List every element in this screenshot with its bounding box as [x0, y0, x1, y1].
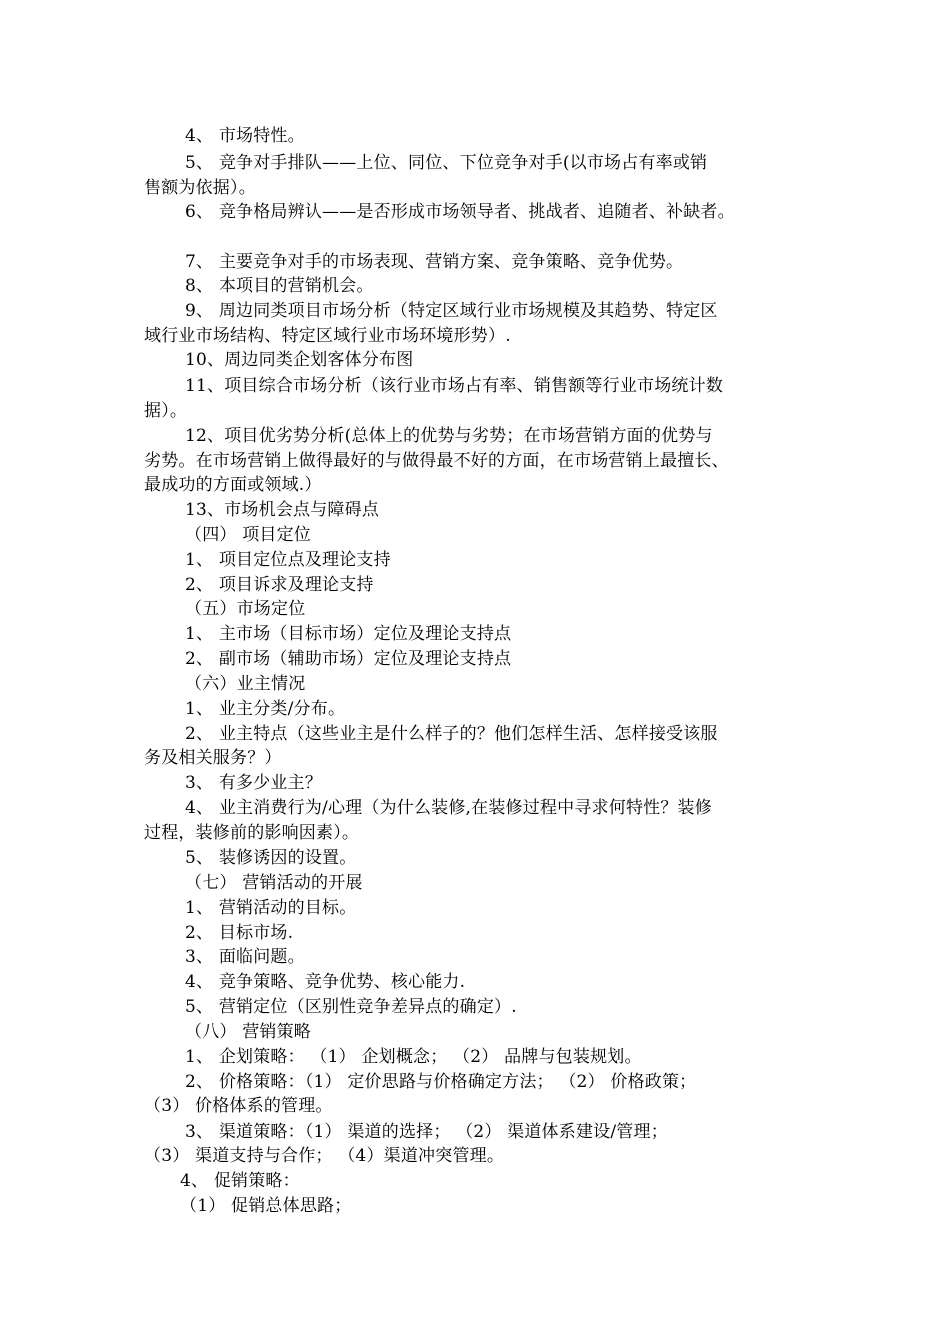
text-line: 1、 业主分类/分布。 — [185, 699, 346, 719]
text-line: 4、 竞争策略、竞争优势、核心能力. — [185, 972, 466, 992]
text-line: 13、市场机会点与障碍点 — [185, 500, 380, 520]
text-line: 过程，装修前的影响因素）。 — [144, 823, 360, 843]
section-heading: （四） 项目定位 — [185, 525, 312, 545]
text-line: 9、 周边同类项目市场分析（特定区域行业市场规模及其趋势、特定区 — [185, 301, 718, 321]
section-heading: （六）业主情况 — [185, 674, 306, 694]
text-line: 3、 有多少业主？ — [185, 773, 323, 793]
section-heading: （五）市场定位 — [185, 599, 306, 619]
text-line: 劣势。在市场营销上做得最好的与做得最不好的方面，在市场营销上最擅长、 — [144, 451, 729, 471]
text-line: 12、项目优劣势分析(总体上的优势与劣势；在市场营销方面的优势与 — [185, 426, 713, 446]
text-line: 6、 竞争格局辨认——是否形成市场领导者、挑战者、追随者、补缺者。 — [185, 202, 735, 222]
section-heading: （七） 营销活动的开展 — [185, 873, 363, 893]
text-line: 1、 项目定位点及理论支持 — [185, 550, 391, 570]
text-line: 2、 价格策略：（1） 定价思路与价格确定方法； （2） 价格政策； — [185, 1072, 697, 1092]
text-line: 最成功的方面或领域.） — [144, 475, 322, 495]
text-line: 11、项目综合市场分析（该行业市场占有率、销售额等行业市场统计数 — [185, 376, 724, 396]
text-line: （1） 促销总体思路； — [180, 1196, 352, 1216]
text-line: 5、 营销定位（区别性竞争差异点的确定）. — [185, 997, 517, 1017]
text-line: 3、 面临问题。 — [185, 947, 305, 967]
text-line: 1、 营销活动的目标。 — [185, 898, 357, 918]
text-line: （3） 渠道支持与合作； （4）渠道冲突管理。 — [144, 1146, 505, 1166]
text-line: 1、 企划策略： （1） 企划概念； （2） 品牌与包装规划。 — [185, 1047, 642, 1067]
text-line: 5、 装修诱因的设置。 — [185, 848, 357, 868]
text-line: 4、 促销策略： — [180, 1171, 300, 1191]
text-line: 2、 业主特点（这些业主是什么样子的？他们怎样生活、怎样接受该服 — [185, 724, 718, 744]
text-line: 务及相关服务？） — [144, 748, 282, 768]
text-line: 8、 本项目的营销机会。 — [185, 276, 374, 296]
text-line: 2、 项目诉求及理论支持 — [185, 575, 374, 595]
text-line: 1、 主市场（目标市场）定位及理论支持点 — [185, 624, 512, 644]
section-heading: （八） 营销策略 — [185, 1022, 312, 1042]
text-line: 5、 竞争对手排队——上位、同位、下位竞争对手(以市场占有率或销 — [185, 153, 708, 173]
text-line: 4、 市场特性。 — [185, 126, 305, 146]
text-line: 2、 副市场（辅助市场）定位及理论支持点 — [185, 649, 512, 669]
text-line: 3、 渠道策略：（1） 渠道的选择； （2） 渠道体系建设/管理； — [185, 1122, 668, 1142]
text-line: 10、周边同类企划客体分布图 — [185, 350, 414, 370]
text-line: 据）。 — [144, 401, 188, 421]
text-line: （3） 价格体系的管理。 — [144, 1096, 333, 1116]
text-line: 7、 主要竞争对手的市场表现、营销方案、竞争策略、竞争优势。 — [185, 252, 684, 272]
text-line: 域行业市场结构、特定区域行业市场环境形势）. — [144, 326, 511, 346]
text-line: 4、 业主消费行为/心理（为什么装修,在装修过程中寻求何特性？装修 — [185, 798, 712, 818]
text-line: 2、 目标市场. — [185, 923, 294, 943]
text-line: 售额为依据）。 — [144, 178, 256, 198]
